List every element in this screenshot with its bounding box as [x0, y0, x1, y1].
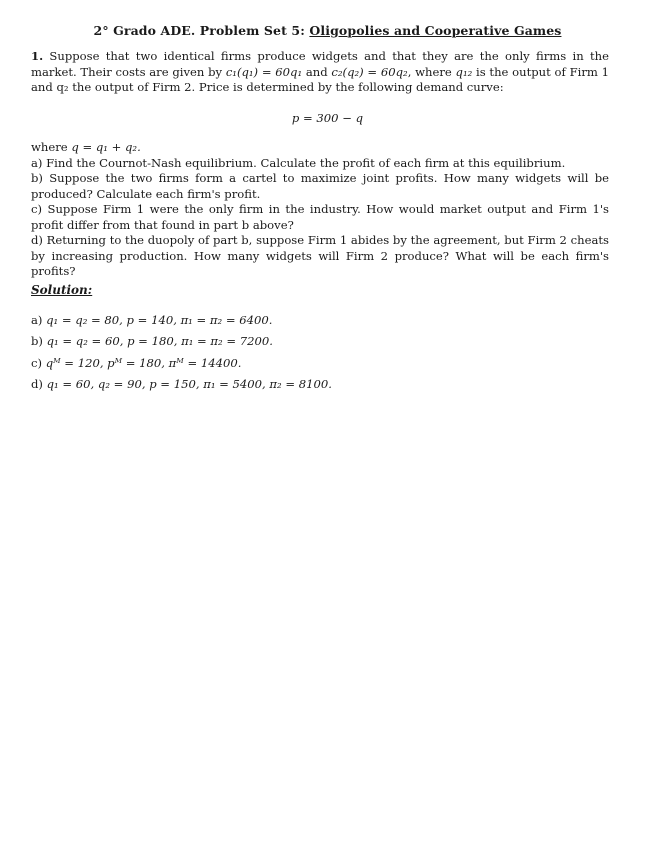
part-c: c) Suppose Firm 1 were the only firm in the industry. How would market output and Firm 1's profit differ from that found in part b above? [31, 202, 609, 232]
page-title [0, 23, 655, 38]
cost-function-2: c₂(q₂) = 60q₂ [331, 64, 408, 79]
solution-b [31, 334, 621, 348]
part-b: b) Suppose the two firms form a cartel to maximize joint profits. How many widgets will be produced? Calculate each firm's profit. [31, 171, 609, 201]
solution-heading: Solution: [31, 283, 93, 297]
solution-d [31, 377, 621, 391]
solution-c-label: c) [31, 356, 46, 370]
solution-a-label: a) [31, 313, 47, 327]
solution-a-text: q₁ = q₂ = 80, p = 140, π₁ = π₂ = 6400. [46, 313, 273, 327]
solution-a [31, 313, 621, 327]
solution-d-text: q₁ = 60, q₂ = 90, p = 150, π₁ = 5400, π₂ = 8100. [46, 377, 332, 391]
solution-b-label: b) [31, 334, 47, 348]
problem-parts [31, 140, 609, 280]
intro-start: Suppose that two identical firms produce widgets and that they are the only firms in the market. Their costs are given by [31, 49, 609, 79]
title-prefix: 2° Grado ADE. Problem Set 5: [93, 23, 310, 38]
problem-intro [31, 49, 609, 96]
where-label: where [31, 140, 72, 154]
output-variable: q₁₂ [455, 64, 473, 79]
demand-curve-equation: p = 300 − q [291, 111, 364, 125]
solution-c-text: qᴹ = 120, pᴹ = 180, πᴹ = 14400. [45, 356, 242, 370]
solution-d-label: d) [31, 377, 47, 391]
intro-where: , where [407, 64, 456, 79]
problem-number: 1. [31, 49, 44, 63]
where-equation: q = q₁ + q₂. [71, 140, 141, 154]
part-a: a) Find the Cournot-Nash equilibrium. Calculate the profit of each firm at this equilibrium. [31, 155, 566, 170]
title-topic: Oligopolies and Cooperative Games [309, 23, 562, 38]
solution-b-text: q₁ = q₂ = 60, p = 180, π₁ = π₂ = 7200. [46, 334, 273, 348]
intro-and: and [302, 64, 332, 79]
cost-function-1: c₁(q₁) = 60q₁ [225, 64, 303, 79]
solution-c [31, 356, 621, 370]
where-line [31, 140, 609, 156]
part-d: d) Returning to the duopoly of part b, suppose Firm 1 abides by the agreement, but Firm 2 cheats by increasing production. How many widgets will Firm 2 produce? What will be each firm's profits? [31, 233, 609, 278]
intro-end: is the output of Firm 1 and q₂ the output of Firm 2. Price is determined by the following demand curve: [31, 64, 609, 94]
